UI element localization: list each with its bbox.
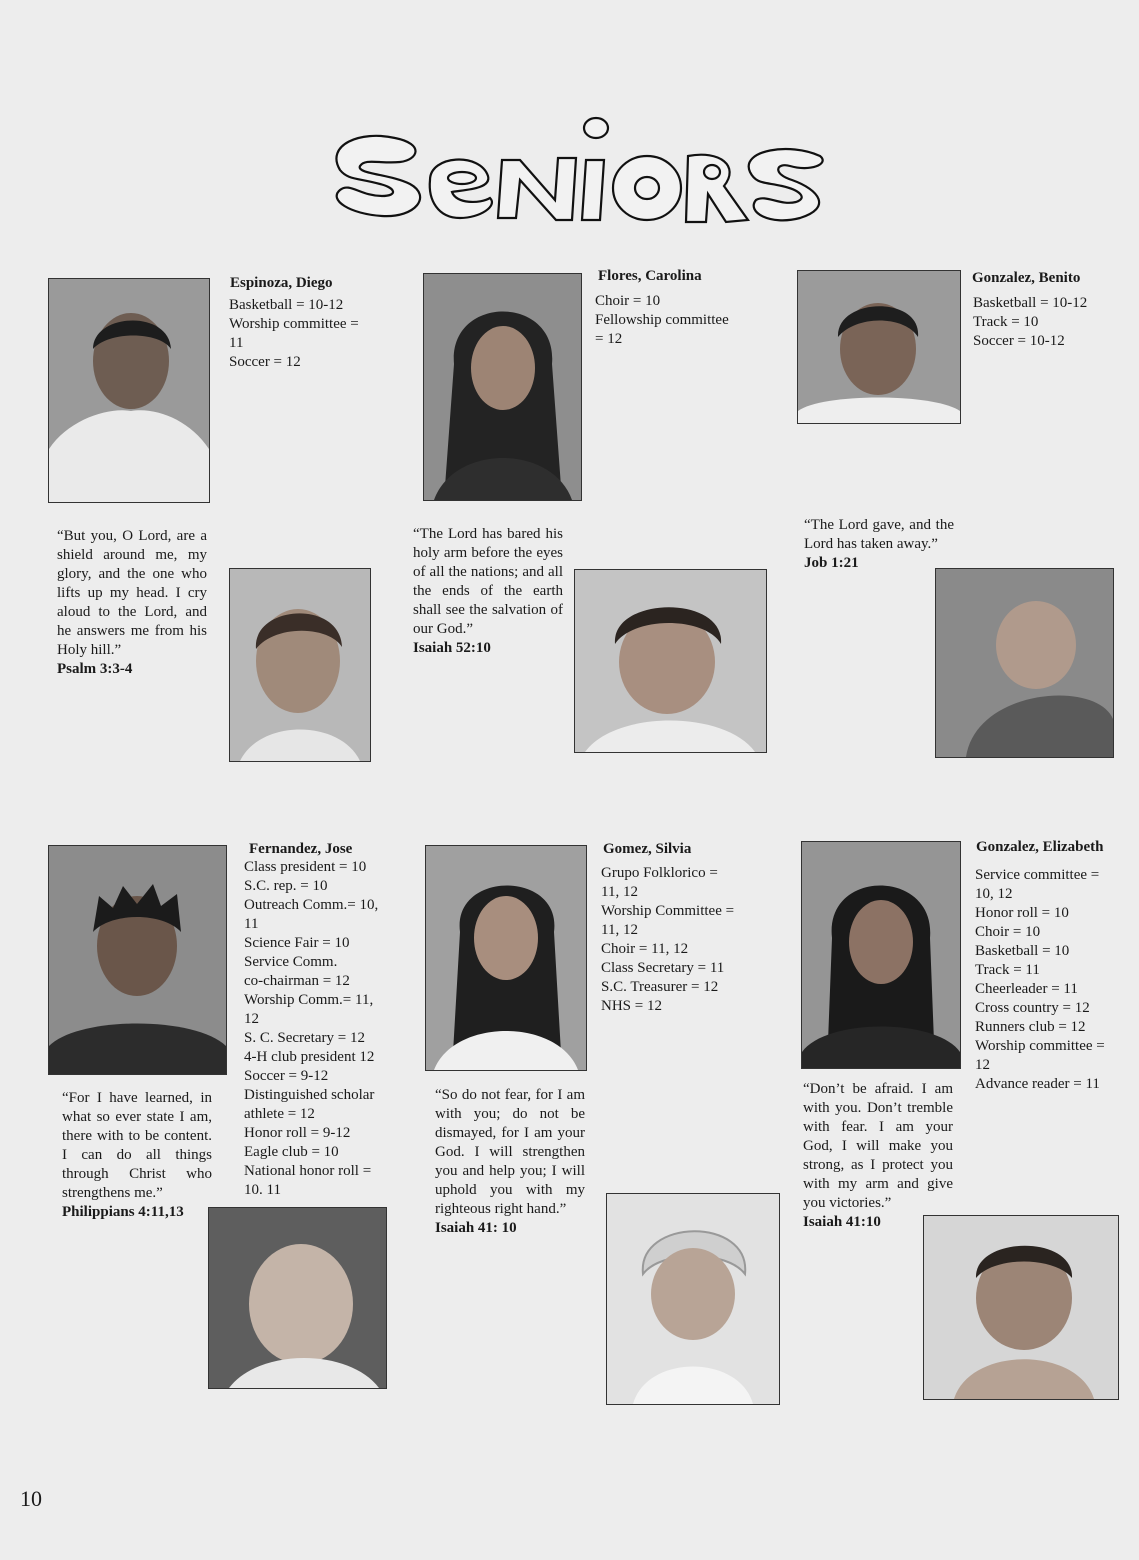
seniors-title-logo <box>320 100 840 250</box>
activity-item: 12 <box>244 1011 259 1027</box>
baby-photo-gomez <box>606 1193 780 1405</box>
quote-reference: Isaiah 41:10 <box>803 1214 881 1230</box>
student-name: Espinoza, Diego <box>230 275 333 291</box>
activity-item: Class Secretary = 11 <box>601 960 725 976</box>
quote-reference: Isaiah 41: 10 <box>435 1220 517 1236</box>
activity-item: Honor roll = 9-12 <box>244 1125 351 1141</box>
activity-item: Service Comm. <box>244 954 338 970</box>
senior-portrait-gomez <box>425 845 587 1071</box>
activity-item: Worship committee = <box>229 316 359 332</box>
quote-text: “The Lord gave, and the Lord has taken away.” <box>804 517 954 552</box>
activity-item: Cross country = 12 <box>975 1000 1090 1016</box>
bible-quote <box>803 1080 953 1232</box>
student-name: Gomez, Silvia <box>603 841 692 857</box>
activity-item: Track = 10 <box>973 314 1039 330</box>
activity-item: 11, 12 <box>601 922 638 938</box>
senior-portrait-fernandez <box>48 845 227 1075</box>
activity-item: Choir = 10 <box>595 293 661 309</box>
child-silhouette-icon <box>924 1216 1118 1399</box>
activity-list <box>229 296 389 372</box>
portrait-silhouette-icon <box>49 846 226 1074</box>
baby-photo-fernandez <box>208 1207 387 1389</box>
activity-item: 4-H club president 12 <box>244 1049 375 1065</box>
bible-quote <box>435 1086 585 1238</box>
activity-item: Eagle club = 10 <box>244 1144 339 1160</box>
senior-portrait-gonzalez-benito <box>797 270 961 424</box>
baby-photo-gonzalez-benito <box>935 568 1114 758</box>
student-name: Fernandez, Jose <box>249 841 353 857</box>
activity-item: NHS = 12 <box>601 998 662 1014</box>
portrait-silhouette-icon <box>802 842 960 1068</box>
activity-item: Soccer = 10-12 <box>973 333 1065 349</box>
child-silhouette-icon <box>209 1208 386 1388</box>
quote-text: “For I have learned, in what so ever state I am, there with to be content. I can do all things through Christ who strengthens me.” <box>62 1090 212 1201</box>
child-silhouette-icon <box>936 569 1113 757</box>
activity-item: National honor roll = <box>244 1163 372 1179</box>
child-silhouette-icon <box>607 1194 779 1404</box>
child-silhouette-icon <box>575 570 766 752</box>
activity-item: Science Fair = 10 <box>244 935 350 951</box>
baby-photo-gonzalez-elizabeth <box>923 1215 1119 1400</box>
activity-item: Basketball = 10-12 <box>229 297 344 313</box>
activity-item: Choir = 11, 12 <box>601 941 689 957</box>
activity-list <box>975 866 1130 1094</box>
activity-item: Outreach Comm.= 10, <box>244 897 379 913</box>
activity-item: Track = 11 <box>975 962 1040 978</box>
activity-item: 10, 12 <box>975 886 1013 902</box>
activity-item: Basketball = 10 <box>975 943 1070 959</box>
quote-reference: Isaiah 52:10 <box>413 640 491 656</box>
activity-item: Worship Comm.= 11, <box>244 992 374 1008</box>
baby-photo-flores <box>574 569 767 753</box>
activity-item: 11 <box>229 335 244 351</box>
quote-text: “The Lord has bared his holy arm before the eyes of all the nations; and all the ends of the earth shall see the salvation of our God.” <box>413 526 563 637</box>
activity-item: = 12 <box>595 331 623 347</box>
page-number: 10 <box>20 1486 42 1511</box>
portrait-silhouette-icon <box>49 279 209 502</box>
activity-item: Honor roll = 10 <box>975 905 1069 921</box>
senior-portrait-gonzalez-elizabeth <box>801 841 961 1069</box>
activity-item: Soccer = 9-12 <box>244 1068 329 1084</box>
quote-text: “So do not fear, for I am with you; do not be dismayed, for I am your God. I will strengthen you and help you; I will uphold you with my righteous right hand.” <box>435 1087 585 1217</box>
senior-portrait-espinoza <box>48 278 210 503</box>
activity-item: co-chairman = 12 <box>244 973 350 989</box>
quote-reference: Psalm 3:3-4 <box>57 661 133 677</box>
activity-item: Advance reader = 11 <box>975 1076 1100 1092</box>
activity-item: Grupo Folklorico = <box>601 865 718 881</box>
child-silhouette-icon <box>230 569 370 761</box>
activity-item: Service committee = <box>975 867 1100 883</box>
quote-text: “But you, O Lord, are a shield around me, my glory, and the one who lifts up my head. I cry aloud to the Lord, and he answers me from his Holy hill.” <box>57 528 207 658</box>
quote-reference: Job 1:21 <box>804 555 859 571</box>
activity-item: 12 <box>975 1057 990 1073</box>
activity-item: athlete = 12 <box>244 1106 315 1122</box>
activity-item: S. C. Secretary = 12 <box>244 1030 365 1046</box>
activity-item: S.C. rep. = 10 <box>244 878 328 894</box>
bible-quote <box>62 1089 212 1222</box>
portrait-silhouette-icon <box>426 846 586 1070</box>
bible-quote <box>413 525 563 658</box>
activity-list <box>601 864 766 1016</box>
activity-item: 11, 12 <box>601 884 638 900</box>
quote-text: “Don’t be afraid. I am with you. Don’t tremble with fear. I am your God, I will make you strong, as I protect you with my arm and give you victories.” <box>803 1081 953 1211</box>
student-name: Gonzalez, Elizabeth <box>976 839 1104 855</box>
activity-item: 11 <box>244 916 259 932</box>
portrait-silhouette-icon <box>798 271 960 423</box>
activity-item: Distinguished scholar <box>244 1087 375 1103</box>
activity-list <box>973 294 1123 351</box>
student-name: Flores, Carolina <box>598 268 702 284</box>
bible-quote <box>57 527 207 679</box>
seniors-title-art <box>320 100 840 250</box>
student-name: Gonzalez, Benito <box>972 270 1081 286</box>
activity-list <box>244 858 406 1200</box>
baby-photo-espinoza <box>229 568 371 762</box>
activity-item: Basketball = 10-12 <box>973 295 1088 311</box>
senior-portrait-flores <box>423 273 582 501</box>
activity-item: Soccer = 12 <box>229 354 301 370</box>
bible-quote <box>804 516 954 573</box>
activity-item: Runners club = 12 <box>975 1019 1086 1035</box>
quote-reference: Philippians 4:11,13 <box>62 1204 184 1220</box>
portrait-silhouette-icon <box>424 274 581 500</box>
activity-item: Worship Committee = <box>601 903 735 919</box>
activity-item: S.C. Treasurer = 12 <box>601 979 719 995</box>
activity-item: Choir = 10 <box>975 924 1041 940</box>
activity-item: Fellowship committee <box>595 312 729 328</box>
activity-list <box>595 292 765 349</box>
activity-item: Worship committee = <box>975 1038 1105 1054</box>
activity-item: 10. 11 <box>244 1182 281 1198</box>
activity-item: Cheerleader = 11 <box>975 981 1078 997</box>
activity-item: Class president = 10 <box>244 859 367 875</box>
